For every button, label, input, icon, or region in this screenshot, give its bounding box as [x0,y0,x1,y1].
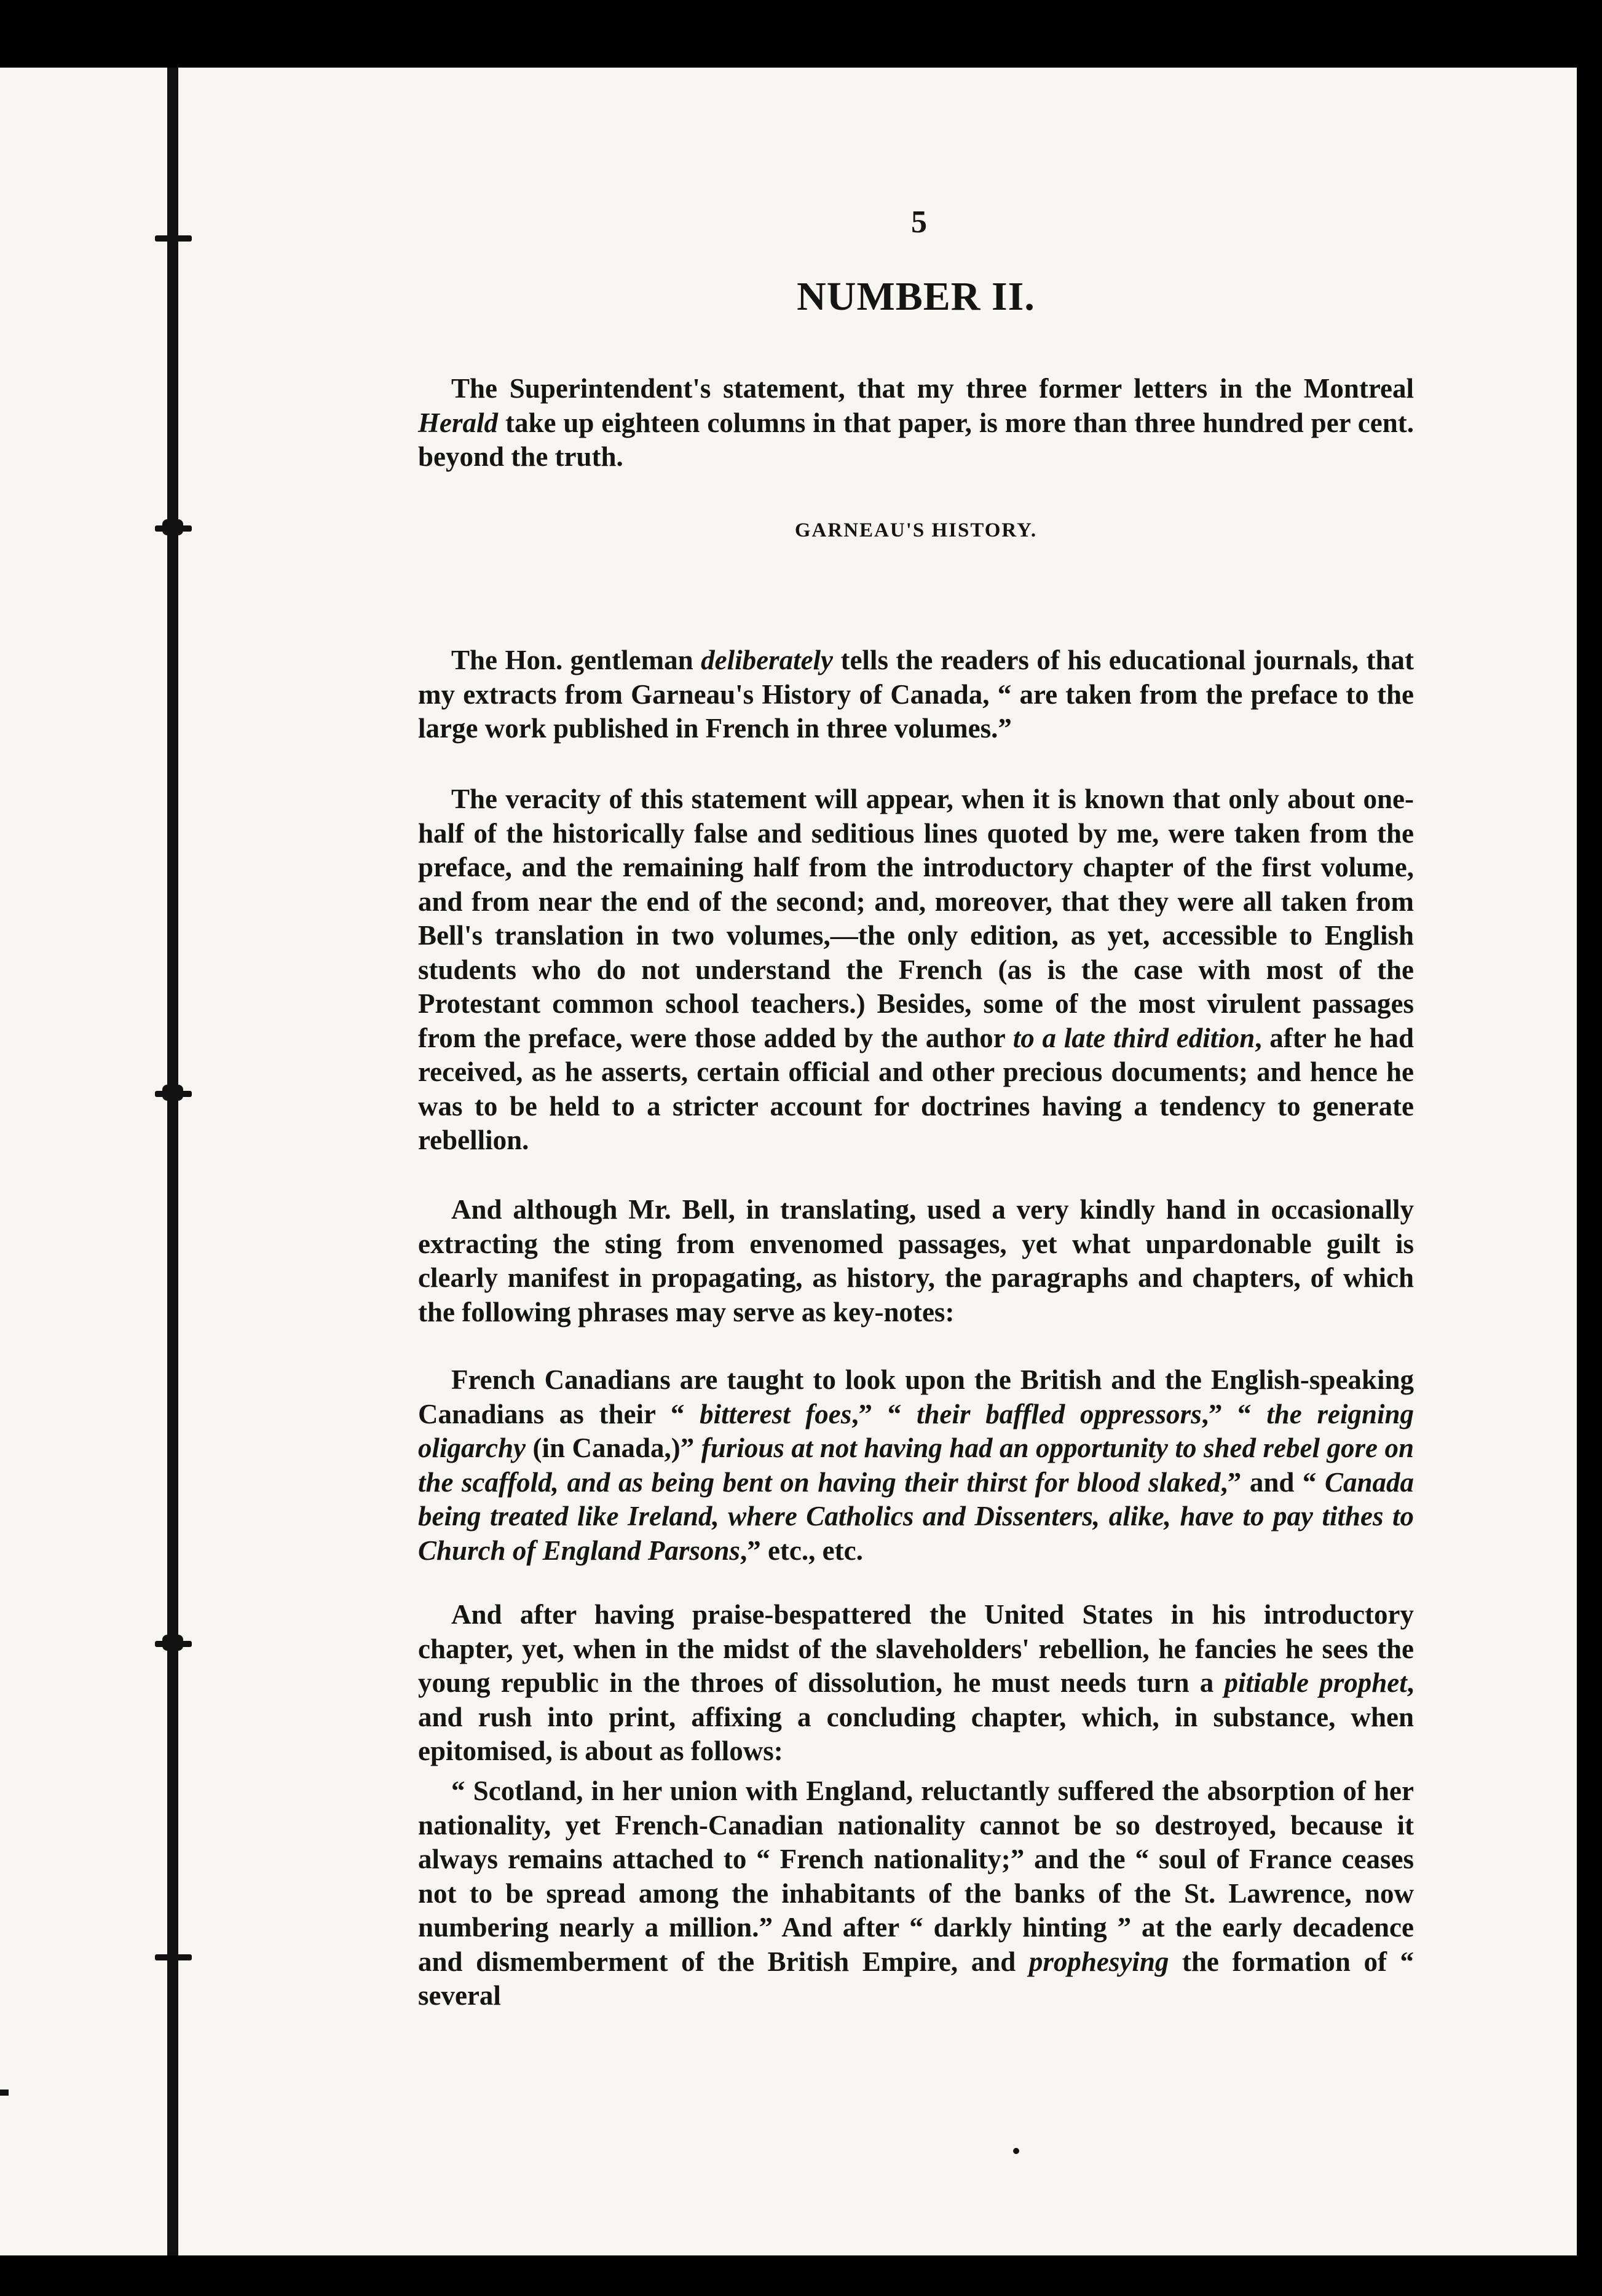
text-run: , and rush into print, affixing a concluding chapter, which, in substance, when epitomised, is about as follows: [418,1667,1414,1766]
text-run: tells the readers of his educational journals, that my extracts from Garneau's History of Canada, “ are taken from the preface to the large work published in French in three volumes.” [418,645,1414,744]
text-run: The Hon. gentleman [451,645,701,675]
binding-tick [155,235,192,242]
paragraph [418,643,1414,746]
paragraph [418,1598,1414,1769]
binding-stitch [162,1635,183,1651]
binding-tick [155,1954,192,1960]
italic-text: bitterest foes [700,1398,852,1429]
italic-text: furious at not having had an opportunity to shed rebel gore on the scaffold, and as being bent on having their thirst for blood slaked [418,1433,1414,1498]
italic-text: pitiable prophet [1224,1667,1407,1698]
text-run: (in Canada,)” [526,1433,701,1463]
binding-rule [167,68,178,2255]
document-page [0,68,1577,2255]
paragraph [418,1193,1414,1329]
text-run: ,” etc., etc. [740,1535,863,1566]
binding-stitch [162,1085,183,1101]
text-run: French Canadians are taught to look upon the British and the English-speaking Canadians as their “ [418,1364,1414,1429]
italic-text: their baffled oppressors [916,1398,1202,1429]
text-run: ,” and “ [1220,1466,1325,1498]
italic-text: Canada being treated like Ireland, where Catholics and Dissenters, alike, have to pay tithes to Church of England Parsons [418,1466,1414,1566]
page-heading: NUMBER II. [797,274,1035,319]
text-run: And after having praise-bespattered the United States in his introductory chapter, yet, when in the midst of the slaveholders' rebellion, he fancies he sees the young republic in the throes of dissolution, he must needs turn a [418,1599,1414,1698]
ink-dot [1013,2148,1019,2154]
text-run: ,” “ [851,1398,917,1429]
scan-mark [0,2090,9,2096]
text-run: “ Scotland, in her union with England, reluctantly suffered the absorption of her nationality, yet French-Canadian nationality cannot be so destroyed, because it always remains attached to “ French nationality;” and the “ soul of France ceases not to be spread among the inhabitants of the banks of the St. Lawrence, now numbering nearly a million.” And after “ darkly hinting ” at the early decadence and dismemberment of the British Empire, and [418,1775,1414,1977]
paragraph [418,1363,1414,1568]
text-run: ,” “ [1201,1398,1267,1429]
page-number: 5 [911,205,927,240]
text-run: take up eighteen columns in that paper, is more than three hundred per cent. beyond the truth. [418,407,1414,472]
italic-text: the reigning oligarchy [418,1398,1415,1463]
italic-text: prophesying [1028,1946,1169,1977]
italic-text: deliberately [701,645,834,675]
text-run: The Superintendent's statement, that my three former letters in the Montreal [451,373,1414,404]
paragraph [418,1774,1414,2013]
text-run: , after he had received, as he asserts, certain official and other precious documents; and hence he was to be held to a stricter account for doctrines having a tendency to generate rebellion. [418,1022,1414,1155]
paragraph [418,782,1414,1158]
paragraph [418,372,1414,474]
text-run: The veracity of this statement will appear, when it is known that only about one-half of the historically false and seditious lines quoted by me, were taken from the preface, and the remaining half from the introductory chapter of the first volume, and from near the end of the second; and, moreover, that they were all taken from Bell's translation in two volumes,—the only edition, as yet, accessible to English students who do not understand the French (as is the case with most of the Protestant common school teachers.) Besides, some of the most virulent passages from the preface, were those added by the author [418,784,1414,1053]
text-run: And although Mr. Bell, in translating, used a very kindly hand in occasionally extracting the sting from envenomed passages, yet what unpardonable guilt is clearly manifest in propagating, as history, the paragraphs and chapters, of which the following phrases may serve as key-notes: [418,1194,1414,1327]
italic-text: to a late third edition [1012,1022,1255,1053]
italic-text: Herald [418,407,498,438]
section-title: GARNEAU'S HISTORY. [794,519,1038,541]
text-run: the formation of “ several [418,1946,1415,2011]
binding-stitch [162,519,183,535]
